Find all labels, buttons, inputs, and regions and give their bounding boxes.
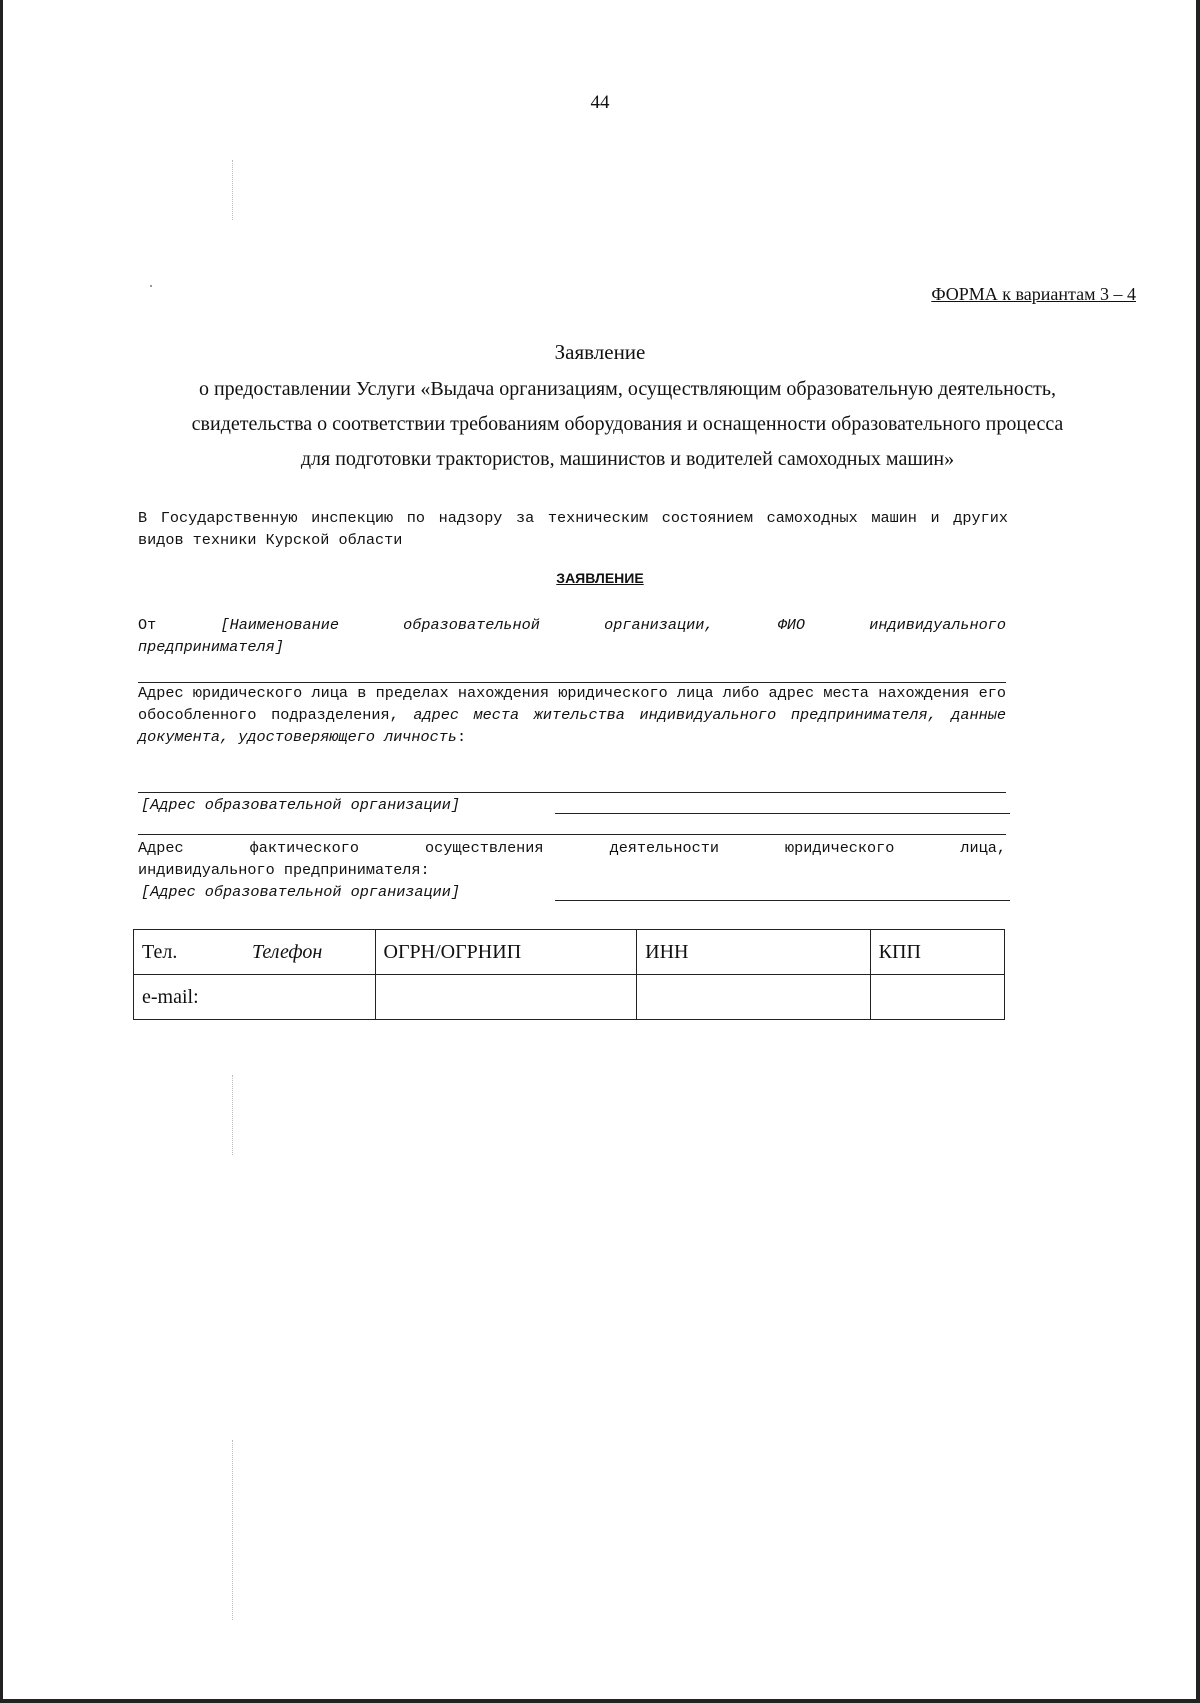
scan-speck bbox=[150, 285, 152, 287]
subtitle-line: свидетельства о соответствии требованиям оборудования и оснащенности образовательного процесса bbox=[191, 413, 1064, 435]
actual-address-placeholder[interactable]: [Адрес образовательной организации] bbox=[141, 883, 460, 901]
ogrn-header-cell bbox=[375, 930, 637, 975]
form-reference: ФОРМА к вариантам 3 – 4 bbox=[931, 284, 1136, 304]
from-prefix: От bbox=[138, 616, 157, 634]
legal-address-underline-2 bbox=[138, 834, 1006, 835]
actual-address-fill-line[interactable] bbox=[555, 900, 1010, 901]
inn-value-cell[interactable] bbox=[637, 975, 871, 1020]
scan-edge-bottom bbox=[0, 1699, 1200, 1703]
table-row bbox=[134, 975, 1005, 1020]
form-heading: ЗАЯВЛЕНИЕ bbox=[556, 570, 644, 586]
scan-edge-right bbox=[1196, 0, 1200, 1703]
inn-label: ИНН bbox=[645, 940, 689, 963]
from-field[interactable] bbox=[138, 614, 1006, 636]
legal-address-italic: адрес места жительства индивидуального предпринимателя, данные документа, удостоверяющего личность bbox=[138, 706, 1006, 746]
phone-placeholder: Телефон bbox=[252, 940, 323, 963]
scan-dots bbox=[232, 1440, 235, 1620]
legal-address-label bbox=[138, 682, 1006, 748]
legal-address-placeholder[interactable]: [Адрес образовательной организации] bbox=[141, 796, 460, 814]
tel-label: Тел. bbox=[142, 940, 178, 963]
tel-cell[interactable] bbox=[134, 930, 376, 975]
scan-edge-left bbox=[0, 0, 3, 1703]
ogrn-label: ОГРН/ОГРНИП bbox=[383, 940, 522, 963]
kpp-header-cell bbox=[870, 930, 1004, 975]
legal-address-fill-line[interactable] bbox=[555, 813, 1010, 814]
legal-address-colon: : bbox=[457, 728, 467, 746]
inn-header-cell bbox=[637, 930, 871, 975]
scan-dots bbox=[232, 160, 235, 220]
kpp-label: КПП bbox=[878, 940, 921, 963]
ogrn-value-cell[interactable] bbox=[375, 975, 637, 1020]
page-number: 44 bbox=[590, 92, 610, 113]
document-title: Заявление bbox=[554, 340, 646, 364]
email-cell[interactable] bbox=[134, 975, 376, 1020]
from-placeholder-continued: предпринимателя] bbox=[138, 638, 284, 656]
contacts-table bbox=[133, 929, 1005, 1020]
scan-dots bbox=[232, 1075, 235, 1155]
from-placeholder: [Наименование образовательной организации, ФИО индивидуального bbox=[220, 616, 1006, 634]
document-subtitle bbox=[110, 372, 1145, 477]
table-row bbox=[134, 930, 1005, 975]
legal-address-underline bbox=[138, 792, 1006, 793]
kpp-value-cell[interactable] bbox=[870, 975, 1004, 1020]
legal-address-text: Адрес юридического лица в пределах нахождения юридического лица либо адрес места нахождения его обособленного подразделения, bbox=[138, 684, 1006, 724]
subtitle-line: для подготовки трактористов, машинистов и водителей самоходных машин» bbox=[300, 448, 955, 470]
actual-address-label-continued: индивидуального предпринимателя: bbox=[138, 861, 430, 879]
addressee: В Государственную инспекцию по надзору за техническим состоянием самоходных машин и других видов техники Курской области bbox=[138, 509, 1008, 549]
email-label: e-mail: bbox=[142, 985, 199, 1008]
subtitle-line: о предоставлении Услуги «Выдача организациям, осуществляющим образовательную деятельность, bbox=[198, 378, 1057, 400]
actual-address-label: Адрес фактического осуществления деятельности юридического лица, bbox=[138, 839, 1006, 857]
